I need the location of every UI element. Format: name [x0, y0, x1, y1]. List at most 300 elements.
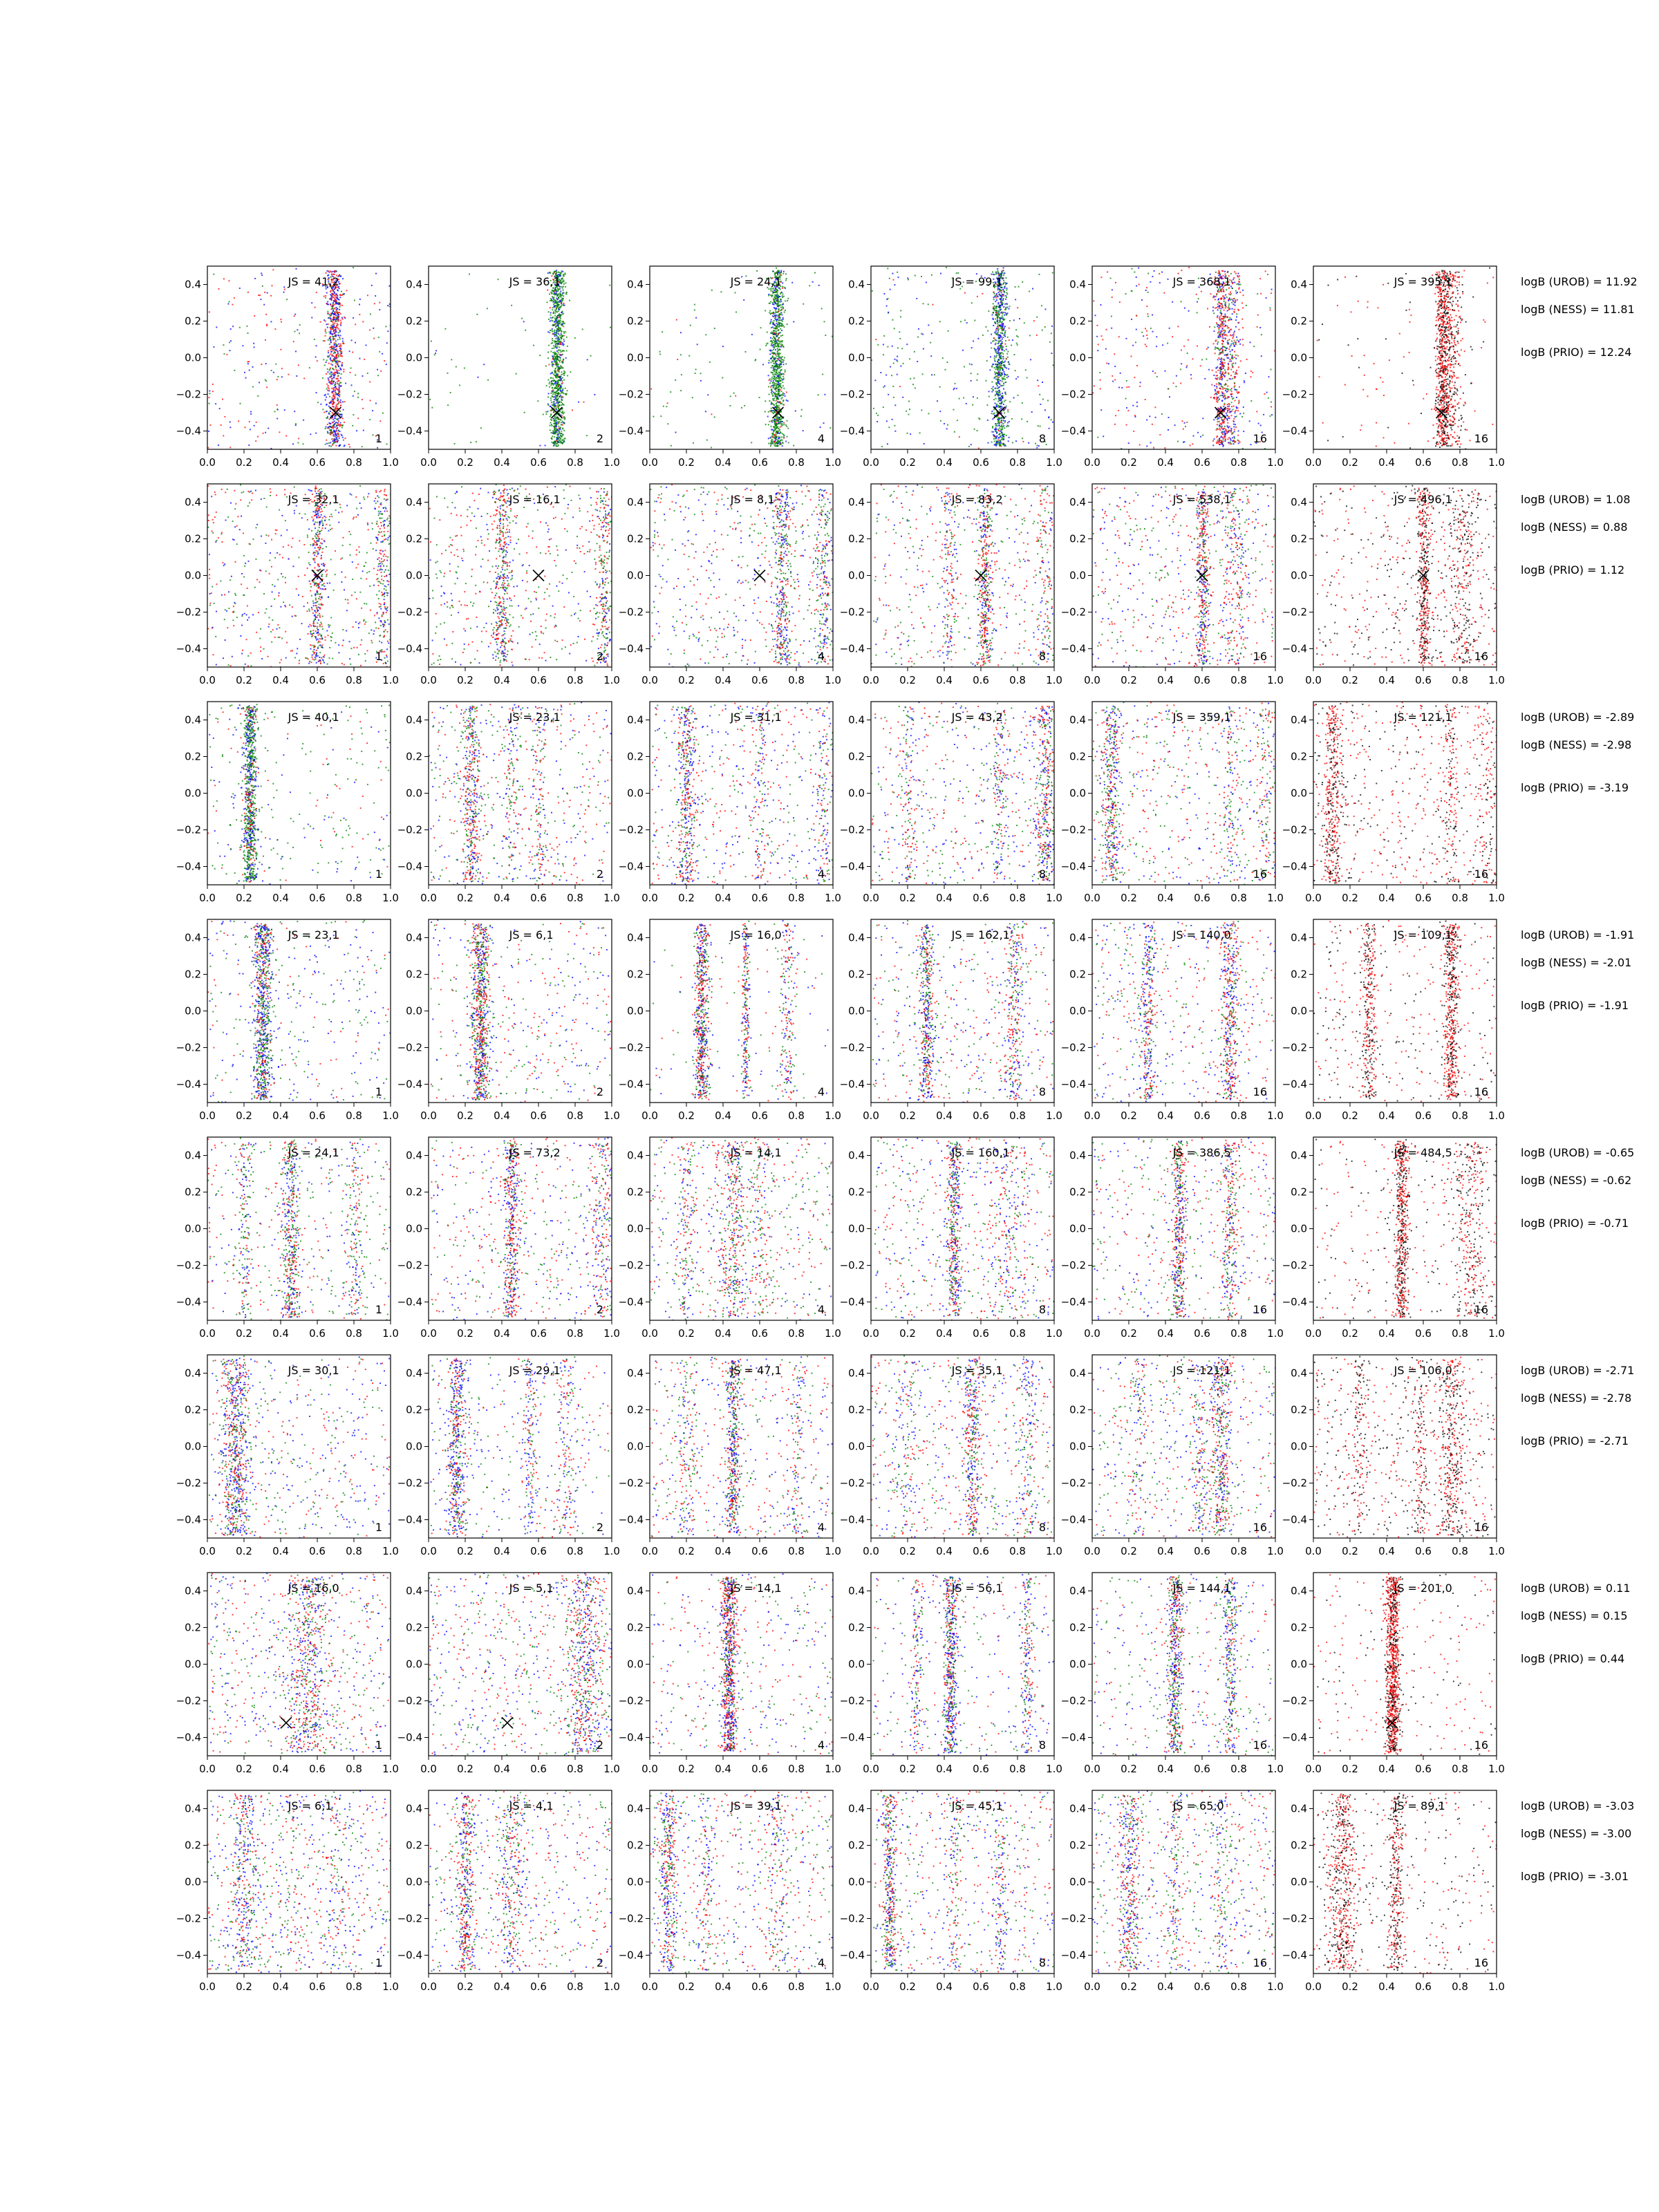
point-green — [768, 386, 769, 388]
point-green — [552, 300, 553, 301]
point-green — [590, 355, 592, 357]
point-blue — [327, 327, 328, 328]
point-red — [212, 384, 214, 385]
point-green — [558, 308, 559, 309]
point-green — [1022, 281, 1023, 283]
point-blue — [276, 418, 278, 420]
point-green — [776, 312, 778, 313]
point-green — [561, 367, 563, 368]
point-green — [765, 411, 766, 413]
point-red — [1114, 379, 1116, 380]
point-blue — [330, 297, 332, 299]
point-green — [778, 329, 779, 330]
point-red — [344, 317, 345, 318]
point-green — [1006, 426, 1007, 427]
point-green — [561, 361, 563, 362]
point-blue — [995, 403, 996, 404]
point-green — [561, 335, 563, 336]
point-blue — [886, 420, 888, 422]
point-green — [429, 399, 431, 400]
point-green — [1000, 440, 1001, 442]
point-red — [332, 324, 334, 325]
point-blue — [779, 319, 780, 321]
point-green — [556, 446, 557, 447]
point-green — [332, 328, 334, 329]
point-red — [1256, 411, 1257, 412]
point-blue — [930, 355, 932, 357]
point-green — [751, 442, 752, 443]
point-green — [991, 388, 993, 389]
x-tick-label: 0.6 — [530, 456, 547, 469]
point-green — [560, 441, 561, 442]
point-blue — [707, 394, 709, 395]
point-blue — [556, 298, 557, 299]
point-green — [563, 279, 564, 281]
point-green — [1000, 358, 1001, 359]
point-red — [1134, 377, 1135, 378]
point-blue — [680, 332, 682, 333]
point-green — [939, 386, 941, 388]
point-green — [1236, 416, 1237, 418]
point-green — [915, 387, 916, 388]
point-blue — [331, 372, 332, 373]
point-blue — [793, 321, 794, 323]
point-blue — [888, 394, 889, 395]
point-blue — [991, 391, 993, 393]
point-blue — [334, 292, 335, 293]
point-green — [563, 379, 565, 381]
point-green — [562, 377, 563, 379]
point-red — [332, 359, 333, 361]
point-blue — [778, 316, 780, 317]
point-red — [335, 406, 336, 408]
point-blue — [553, 442, 554, 444]
point-blue — [1004, 336, 1006, 337]
point-green — [1005, 340, 1006, 341]
point-blue — [328, 406, 330, 407]
point-red — [349, 447, 350, 448]
point-red — [333, 403, 335, 404]
point-blue — [1002, 338, 1003, 339]
point-green — [1132, 268, 1133, 270]
point-blue — [1197, 432, 1199, 433]
point-green — [995, 318, 996, 319]
point-green — [553, 402, 554, 403]
point-green — [328, 356, 329, 357]
point-green — [774, 379, 776, 380]
point-green — [563, 423, 565, 424]
point-blue — [1008, 368, 1009, 370]
point-green — [1011, 418, 1013, 420]
point-blue — [327, 371, 328, 373]
y-tick-label: 0.2 — [627, 315, 644, 328]
point-blue — [781, 314, 782, 315]
point-green — [586, 435, 588, 436]
point-blue — [906, 344, 908, 345]
point-green — [552, 290, 553, 291]
point-blue — [335, 439, 337, 440]
point-green — [554, 407, 555, 409]
point-blue — [1245, 373, 1246, 374]
point-green — [555, 346, 556, 347]
point-green — [335, 441, 336, 442]
point-red — [1146, 306, 1147, 307]
point-blue — [1004, 315, 1005, 316]
point-blue — [898, 276, 899, 278]
point-green — [556, 341, 558, 342]
point-green — [549, 293, 550, 294]
point-green — [1052, 272, 1053, 274]
point-red — [326, 440, 327, 441]
point-blue — [332, 306, 334, 307]
point-green — [995, 425, 997, 427]
point-green — [299, 332, 300, 334]
point-blue — [784, 393, 785, 395]
point-red — [343, 368, 344, 370]
point-blue — [1001, 422, 1002, 423]
point-green — [570, 371, 571, 373]
point-blue — [874, 379, 876, 381]
point-red — [995, 297, 997, 299]
point-blue — [373, 328, 374, 329]
point-blue — [900, 366, 901, 367]
point-green — [956, 272, 957, 274]
point-blue — [328, 390, 330, 391]
point-blue — [326, 427, 327, 428]
point-green — [553, 301, 554, 303]
point-green — [487, 308, 488, 309]
point-blue — [1134, 416, 1136, 418]
point-blue — [342, 401, 344, 402]
point-green — [997, 395, 999, 397]
point-green — [777, 270, 778, 272]
point-blue — [997, 367, 998, 368]
point-blue — [1004, 303, 1006, 305]
point-green — [337, 365, 339, 366]
point-blue — [550, 317, 552, 319]
point-blue — [1004, 272, 1005, 274]
point-red — [1224, 299, 1225, 300]
point-blue — [991, 411, 993, 412]
point-blue — [283, 292, 285, 293]
y-tick-label: −0.4 — [619, 425, 644, 438]
point-green — [1002, 438, 1003, 439]
point-blue — [923, 348, 924, 350]
point-green — [1051, 419, 1052, 420]
point-green — [778, 405, 780, 406]
point-green — [692, 397, 693, 398]
point-blue — [563, 344, 565, 345]
point-red — [1235, 400, 1236, 402]
point-green — [1215, 348, 1216, 350]
point-red — [336, 355, 337, 356]
point-blue — [998, 336, 1000, 337]
point-red — [557, 406, 559, 408]
point-green — [555, 338, 556, 339]
point-green — [1147, 292, 1149, 293]
point-green — [562, 294, 563, 296]
js-annotation: JS = 99,1 — [951, 275, 1003, 288]
point-blue — [435, 353, 436, 354]
point-blue — [773, 410, 774, 411]
x-tick-label: 0.0 — [420, 456, 437, 469]
point-green — [554, 317, 556, 319]
point-blue — [326, 404, 327, 406]
point-green — [991, 413, 993, 414]
point-green — [257, 395, 259, 397]
point-green — [389, 306, 391, 307]
point-blue — [363, 430, 364, 431]
point-green — [562, 310, 563, 312]
point-red — [247, 361, 248, 362]
point-blue — [997, 348, 998, 350]
point-green — [818, 394, 819, 395]
point-green — [558, 379, 559, 381]
point-green — [782, 273, 784, 274]
point-green — [563, 371, 565, 372]
point-red — [334, 342, 335, 344]
point-green — [378, 337, 379, 338]
point-red — [327, 424, 328, 425]
point-red — [332, 331, 334, 332]
point-blue — [993, 386, 994, 388]
point-green — [995, 334, 997, 335]
point-red — [1190, 378, 1192, 379]
point-blue — [1002, 397, 1003, 399]
point-blue — [1000, 397, 1001, 399]
point-blue — [1261, 355, 1262, 357]
point-red — [1217, 424, 1218, 425]
point-green — [993, 308, 995, 310]
point-green — [558, 364, 559, 365]
point-green — [953, 409, 955, 411]
point-blue — [995, 435, 997, 437]
point-green — [338, 356, 339, 357]
x-tick-label: 0.0 — [863, 456, 879, 469]
point-blue — [341, 434, 342, 435]
point-blue — [261, 274, 263, 276]
point-red — [650, 388, 652, 390]
point-blue — [997, 343, 999, 344]
point-green — [998, 314, 1000, 315]
point-green — [1003, 295, 1004, 297]
point-green — [560, 350, 561, 351]
point-green — [1018, 286, 1020, 288]
point-green — [1009, 320, 1011, 321]
point-red — [334, 295, 335, 297]
point-green — [569, 300, 570, 301]
point-blue — [563, 341, 565, 342]
point-blue — [435, 350, 437, 351]
point-blue — [1229, 330, 1230, 331]
point-blue — [997, 268, 998, 270]
point-red — [333, 389, 335, 391]
point-green — [653, 416, 654, 418]
point-blue — [993, 325, 994, 326]
point-blue — [1000, 380, 1001, 382]
point-red — [1173, 382, 1174, 384]
point-green — [547, 357, 549, 359]
point-red — [334, 270, 335, 272]
point-green — [768, 443, 769, 444]
point-blue — [1128, 442, 1130, 444]
point-green — [779, 385, 780, 386]
point-red — [999, 430, 1000, 431]
point-blue — [1096, 336, 1098, 337]
point-green — [780, 421, 782, 422]
point-blue — [779, 296, 780, 297]
point-green — [548, 311, 550, 312]
point-blue — [1197, 301, 1198, 303]
point-blue — [554, 404, 556, 406]
point-green — [609, 285, 610, 286]
point-green — [997, 366, 998, 367]
point-blue — [697, 344, 698, 345]
point-green — [1004, 332, 1006, 333]
point-red — [1178, 273, 1179, 274]
point-green — [1230, 299, 1231, 301]
point-green — [997, 401, 999, 402]
point-green — [338, 332, 339, 333]
point-red — [562, 382, 563, 384]
point-blue — [332, 271, 334, 272]
point-blue — [248, 444, 250, 446]
point-blue — [940, 273, 941, 274]
point-green — [556, 375, 557, 377]
point-green — [782, 385, 784, 386]
point-green — [338, 355, 339, 356]
point-blue — [270, 321, 272, 322]
point-green — [877, 415, 879, 416]
x-tick-label: 0.8 — [346, 456, 362, 469]
point-red — [1188, 267, 1190, 268]
point-green — [994, 413, 995, 414]
point-green — [814, 272, 816, 274]
point-blue — [939, 411, 941, 412]
point-blue — [1000, 400, 1001, 401]
point-red — [274, 328, 276, 330]
point-green — [336, 425, 337, 427]
point-green — [772, 398, 774, 400]
point-red — [1146, 335, 1147, 336]
point-green — [688, 355, 690, 357]
point-green — [567, 390, 568, 391]
point-red — [265, 339, 266, 341]
point-red — [572, 409, 573, 411]
point-green — [339, 411, 341, 412]
point-red — [340, 350, 341, 351]
point-blue — [330, 351, 332, 353]
point-red — [334, 297, 335, 299]
point-red — [337, 376, 339, 377]
point-green — [775, 290, 776, 291]
point-blue — [295, 350, 297, 352]
point-blue — [326, 443, 328, 444]
point-blue — [785, 395, 786, 397]
point-green — [995, 395, 996, 396]
point-blue — [332, 364, 333, 366]
point-green — [776, 373, 777, 375]
point-green — [563, 404, 565, 406]
point-green — [560, 439, 561, 440]
point-blue — [1002, 324, 1004, 325]
point-green — [209, 403, 210, 404]
point-blue — [558, 339, 559, 340]
point-blue — [1224, 324, 1225, 325]
point-green — [1214, 326, 1215, 328]
point-red — [346, 290, 348, 291]
point-green — [555, 399, 556, 400]
point-green — [782, 376, 784, 377]
point-blue — [775, 349, 776, 350]
point-blue — [294, 314, 296, 315]
point-green — [998, 377, 1000, 378]
point-blue — [1000, 344, 1002, 345]
point-red — [997, 377, 998, 378]
point-red — [324, 412, 325, 413]
point-red — [1259, 278, 1261, 279]
point-blue — [894, 359, 896, 360]
point-green — [769, 378, 771, 379]
point-green — [997, 429, 999, 430]
point-red — [325, 330, 326, 332]
point-green — [768, 424, 769, 425]
point-green — [1040, 426, 1041, 427]
point-green — [771, 288, 773, 290]
point-green — [1002, 362, 1003, 364]
point-green — [998, 272, 1000, 274]
point-red — [1206, 348, 1208, 350]
point-blue — [769, 353, 771, 355]
point-green — [543, 414, 544, 415]
point-green — [1007, 357, 1009, 358]
point-green — [778, 428, 779, 429]
point-green — [533, 345, 534, 346]
point-blue — [1003, 277, 1004, 279]
point-green — [681, 374, 682, 375]
point-blue — [1003, 383, 1004, 384]
point-green — [711, 447, 712, 449]
point-green — [357, 397, 359, 398]
y-tick-label: 0.0 — [627, 352, 644, 364]
point-green — [554, 420, 555, 422]
point-green — [567, 375, 568, 377]
point-blue — [1051, 326, 1053, 327]
point-red — [1153, 447, 1154, 449]
point-green — [893, 363, 894, 364]
point-green — [777, 293, 778, 294]
point-blue — [552, 328, 553, 330]
point-blue — [993, 319, 994, 320]
point-green — [778, 344, 779, 345]
point-red — [1227, 422, 1228, 424]
point-green — [993, 340, 995, 341]
point-red — [331, 355, 332, 357]
point-blue — [1120, 373, 1121, 374]
point-blue — [877, 421, 878, 422]
point-blue — [1005, 416, 1006, 418]
point-blue — [254, 346, 255, 348]
point-blue — [303, 420, 304, 421]
point-blue — [386, 364, 387, 365]
point-green — [780, 335, 782, 337]
point-green — [770, 322, 771, 324]
point-green — [557, 394, 559, 395]
point-green — [787, 324, 788, 325]
point-blue — [1002, 289, 1004, 290]
point-green — [773, 349, 774, 350]
point-green — [994, 359, 995, 361]
